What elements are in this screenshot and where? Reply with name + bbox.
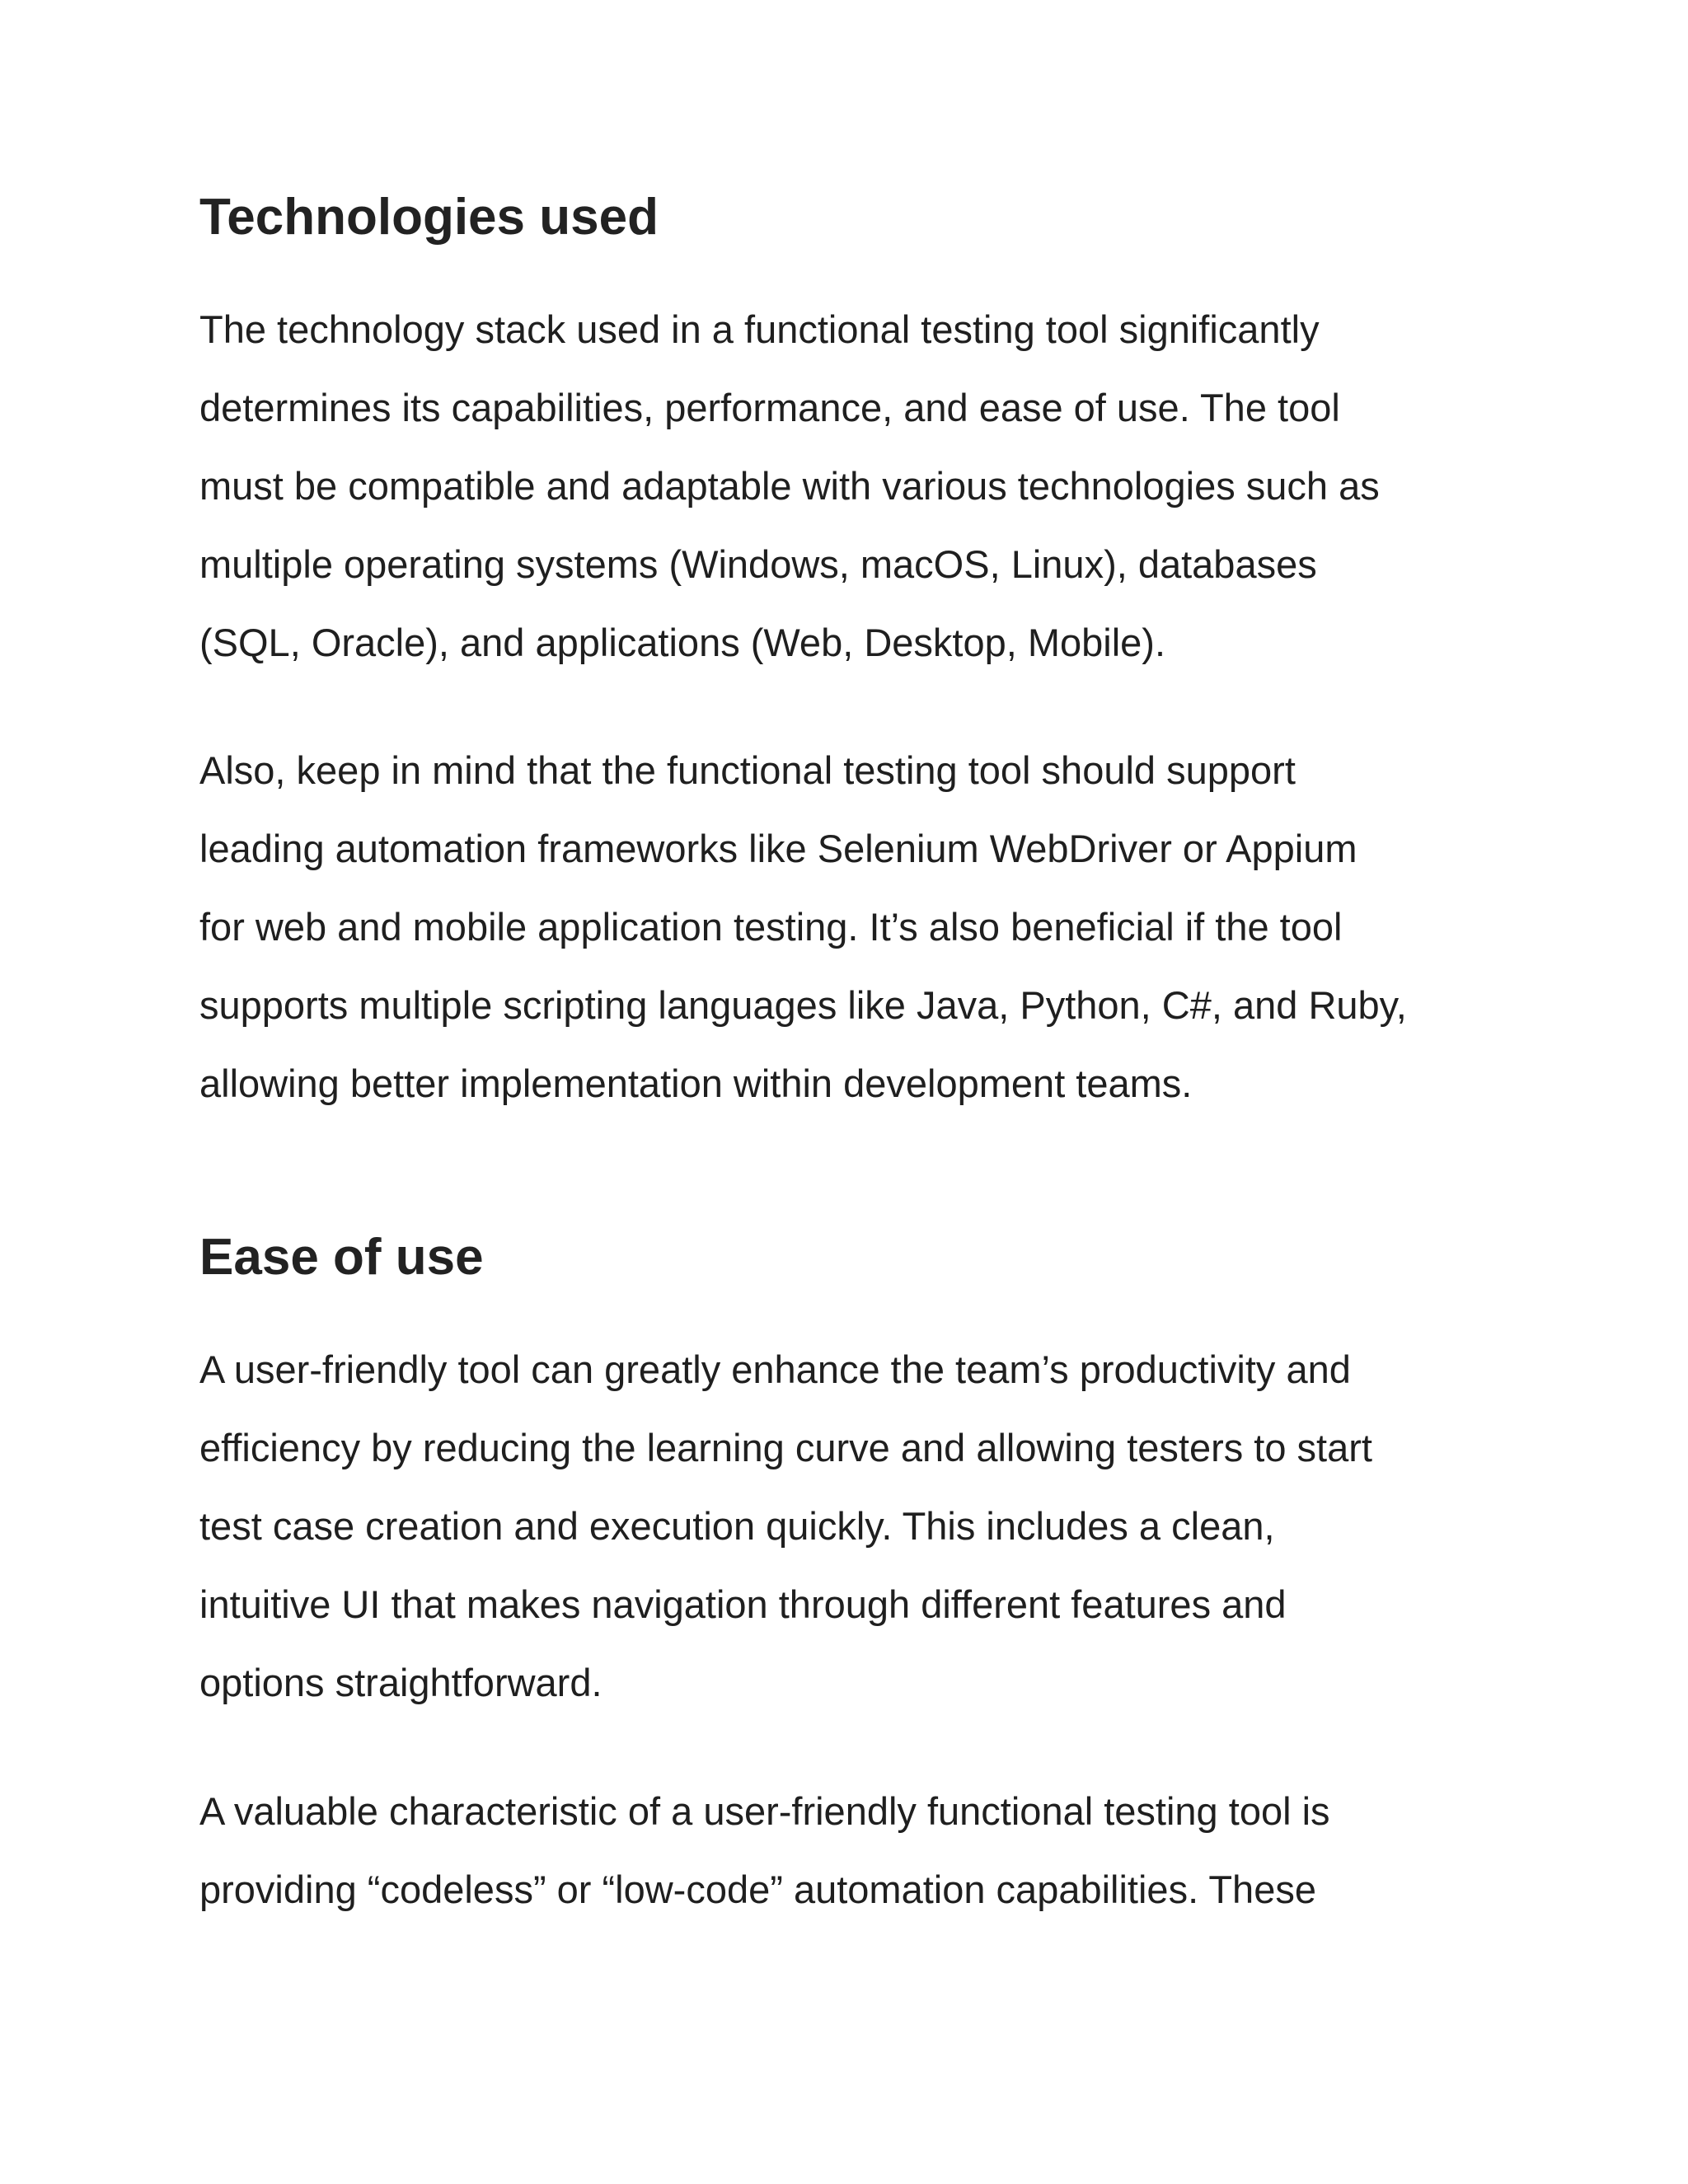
text-line: A user-friendly tool can greatly enhance the team’s productivity and bbox=[199, 1347, 1351, 1391]
paragraph-technology-stack bbox=[199, 290, 1380, 682]
section-title-ease-of-use: Ease of use bbox=[199, 1229, 484, 1286]
paragraph-codeless-automation bbox=[199, 1772, 1330, 1929]
text-line: The technology stack used in a functional testing tool significantly bbox=[199, 307, 1320, 351]
text-line: must be compatible and adaptable with various technologies such as bbox=[199, 464, 1380, 508]
text-line: intuitive UI that makes navigation through different features and bbox=[199, 1582, 1287, 1626]
text-line: for web and mobile application testing. It’s also beneficial if the tool bbox=[199, 905, 1343, 949]
text-line: Also, keep in mind that the functional testing tool should support bbox=[199, 748, 1296, 792]
text-line: multiple operating systems (Windows, macOS, Linux), databases bbox=[199, 542, 1317, 586]
text-line: supports multiple scripting languages like Java, Python, C#, and Ruby, bbox=[199, 983, 1407, 1027]
paragraph-automation-frameworks bbox=[199, 731, 1407, 1122]
text-line: providing “codeless” or “low-code” automation capabilities. These bbox=[199, 1868, 1316, 1911]
text-line: options straightforward. bbox=[199, 1661, 603, 1704]
paragraph-user-friendly bbox=[199, 1330, 1372, 1722]
section-title-technologies: Technologies used bbox=[199, 189, 659, 246]
text-line: efficiency by reducing the learning curve and allowing testers to start bbox=[199, 1426, 1372, 1469]
text-line: A valuable characteristic of a user-friendly functional testing tool is bbox=[199, 1789, 1330, 1833]
text-line: determines its capabilities, performance, and ease of use. The tool bbox=[199, 386, 1340, 429]
text-line: leading automation frameworks like Selenium WebDriver or Appium bbox=[199, 827, 1357, 870]
text-line: allowing better implementation within development teams. bbox=[199, 1062, 1193, 1105]
text-line: (SQL, Oracle), and applications (Web, Desktop, Mobile). bbox=[199, 621, 1166, 664]
text-line: test case creation and execution quickly. This includes a clean, bbox=[199, 1504, 1275, 1548]
